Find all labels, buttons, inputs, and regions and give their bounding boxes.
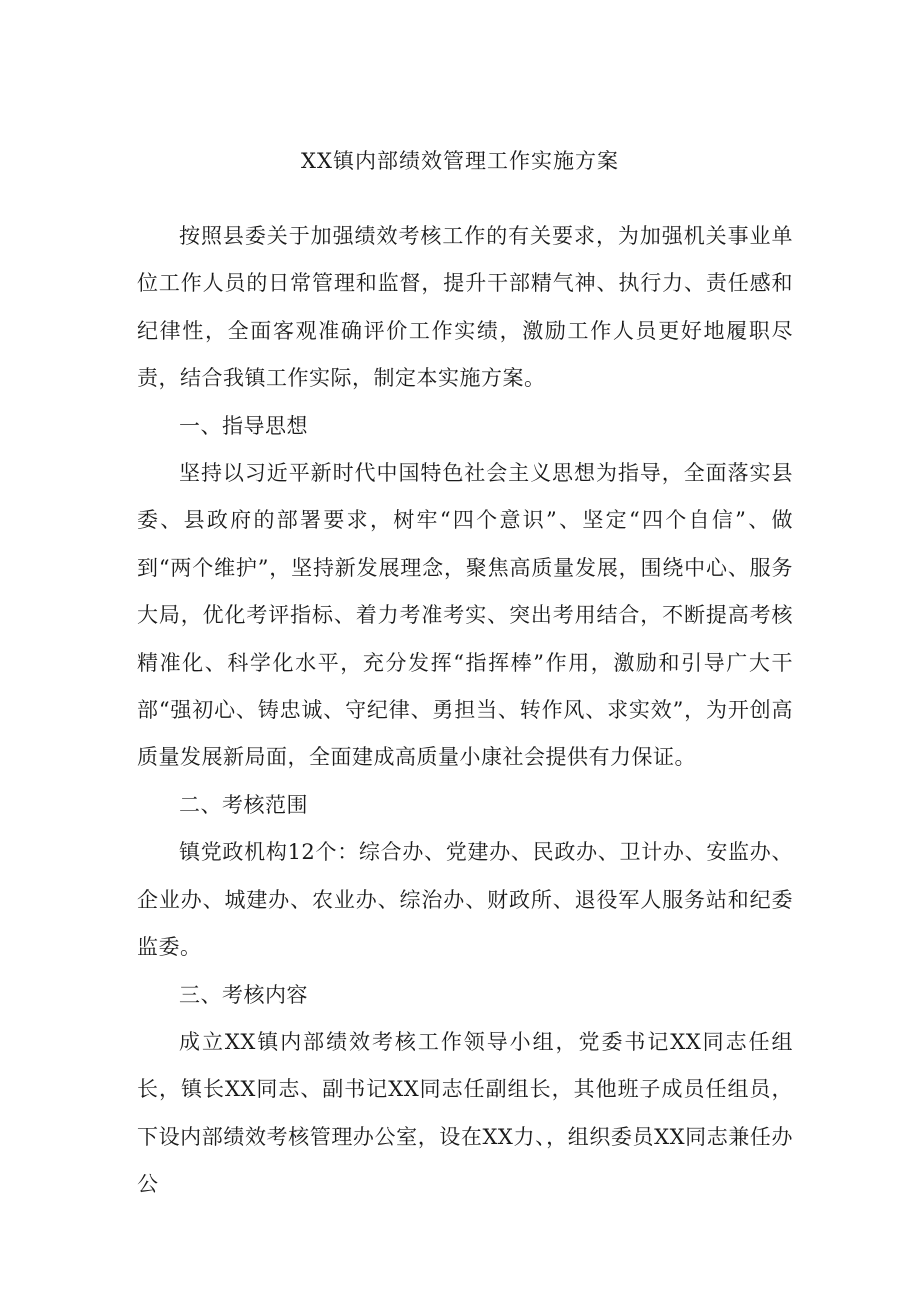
- section-heading-assessment-scope: 二、考核范围: [179, 792, 308, 817]
- assessment-scope-paragraph: 镇党政机构12个：综合办、党建办、民政办、卫计办、安监办、企业办、城建办、农业办、综治办、财政所、退役军人服务站和纪委监委。: [137, 840, 793, 960]
- section-heading-assessment-content: 三、考核内容: [179, 982, 308, 1007]
- document-body: [137, 213, 793, 1209]
- document-title: XX镇内部绩效管理工作实施方案: [301, 149, 619, 173]
- intro-paragraph: 按照县委关于加强绩效考核工作的有关要求，为加强机关事业单位工作人员的日常管理和监督，提升干部精气神、执行力、责任感和纪律性，全面客观准确评价工作实绩，激励工作人员更好地履职尽责，结合我镇工作实际，制定本实施方案。: [137, 224, 793, 391]
- assessment-content-paragraph: 成立XX镇内部绩效考核工作领导小组，党委书记XX同志任组长，镇长XX同志、副书记XX同志任副组长，其他班子成员任组员，下设内部绩效考核管理办公室，设在XX力、，组织委员XX同志兼任办公: [137, 1029, 793, 1197]
- guiding-ideology-paragraph: 坚持以习近平新时代中国特色社会主义思想为指导，全面落实县委、县政府的部署要求，树牢“四个意识”、坚定“四个自信”、做到“两个维护”，坚持新发展理念，聚焦高质量发展，围绕中心、服务大局，优化考评指标、着力考准考实、突出考用结合，不断提高考核精准化、科学化水平，充分发挥“指挥棒”作用，激励和引导广大干部“强初心、铸忠诚、守纪律、勇担当、转作风、求实效”，为开创高质量发展新局面，全面建成高质量小康社会提供有力保证。: [137, 461, 793, 770]
- section-heading-guiding-ideology: 一、指导思想: [179, 413, 308, 438]
